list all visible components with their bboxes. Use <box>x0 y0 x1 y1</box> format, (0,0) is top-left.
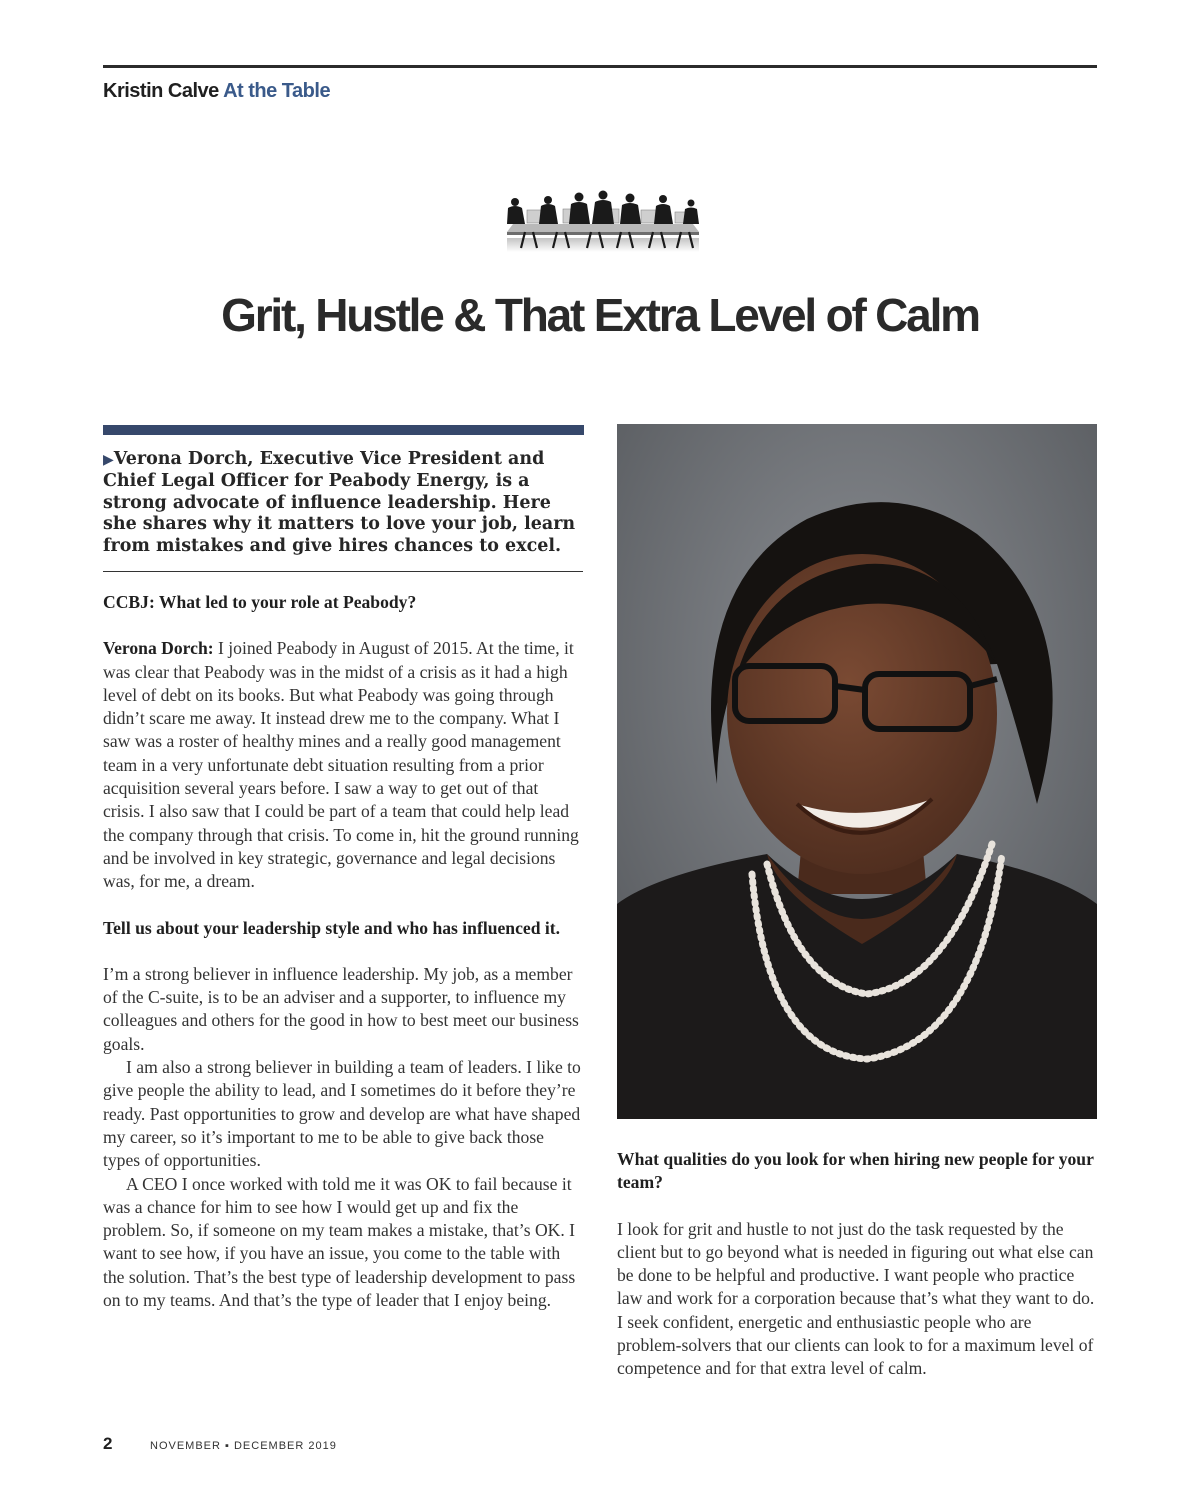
intro-deck <box>103 449 583 557</box>
page-number: 2 <box>103 1434 113 1453</box>
right-column <box>617 1148 1097 1381</box>
answer-1 <box>103 637 583 893</box>
answer-1-text: I joined Peabody in August of 2015. At the time, it was clear that Peabody was in the midst of a crisis as it had a high level of debt on its books. But what Peabody was going through didn’t scare me away. It instead drew me to the company. What I saw was a roster of healthy mines and a really good management team in a very unfortunate debt situation resulting from a prior acquisition several years before. I saw a way to get out of that crisis. I also saw that I could be part of a team that could help lead the company through that crisis. To come in, hit the ground running and be involved in key strategic, governance and legal decisions was, for me, a dream. <box>103 638 579 892</box>
question-3: What qualities do you look for when hiring new people for your team? <box>617 1149 1094 1193</box>
column-name: At the Table <box>223 80 331 102</box>
top-rule <box>103 65 1097 68</box>
intro-accent-bar <box>103 425 584 435</box>
answer-2-paragraph-3: A CEO I once worked with told me it was OK to fail because it was a chance for him to see how I would get up and fix the problem. So, if someone on my team makes a mistake, that’s OK. I want to see how, if you have an issue, you come to the table with the solution. That’s the best type of leadership development to pass on to my teams. And that’s the type of leader that I enjoy being. <box>103 1173 576 1311</box>
intro-divider <box>103 571 583 572</box>
intro-text: Verona Dorch, Executive Vice President and Chief Legal Officer for Peabody Energy, is a strong advocate of influence leadership. Here she shares why it matters to love your job, learn from mistakes and give hires chances to excel. <box>103 449 576 556</box>
portrait-photo <box>617 424 1097 1119</box>
answer-2-paragraph-2: I am also a strong believer in building a team of leaders. I like to give people the ability to lead, and I sometimes do it before they’re ready. Past opportunities to grow and develop are what have shaped my career, so it’s important to me to be able to give back those types of opportunities. <box>103 1057 581 1171</box>
section-label <box>103 80 330 103</box>
triangle-right-icon: ▶ <box>103 452 114 468</box>
answer-2-paragraph-1: I’m a strong believer in influence leadership. My job, as a member of the C-suite, is to be an adviser and a supporter, to influence my colleagues and others for the good in how to best meet our business goals. <box>103 963 579 1054</box>
question-1: CCBJ: What led to your role at Peabody? <box>103 592 417 612</box>
article-headline: Grit, Hustle & That Extra Level of Calm <box>221 289 979 341</box>
question-2: Tell us about your leadership style and who has influenced it. <box>103 917 561 938</box>
left-column <box>103 591 583 1312</box>
issue-date: NOVEMBER ▪ DECEMBER 2019 <box>150 1440 337 1452</box>
author-name: Kristin Calve <box>103 80 219 102</box>
answer-3: I look for grit and hustle to not just do the task requested by the client but to go beyond what is needed in figuring out what else can be done to be helpful and productive. I want people who practice law and work for a corporation because that’s what they want to do. I seek confident, energetic and enthusiastic people who are problem-solvers that our clients can look to for a maximum level of competence and for that extra level of calm. <box>617 1218 1095 1379</box>
answer-1-speaker: Verona Dorch: <box>103 638 214 659</box>
boardroom-meeting-icon <box>503 188 703 254</box>
